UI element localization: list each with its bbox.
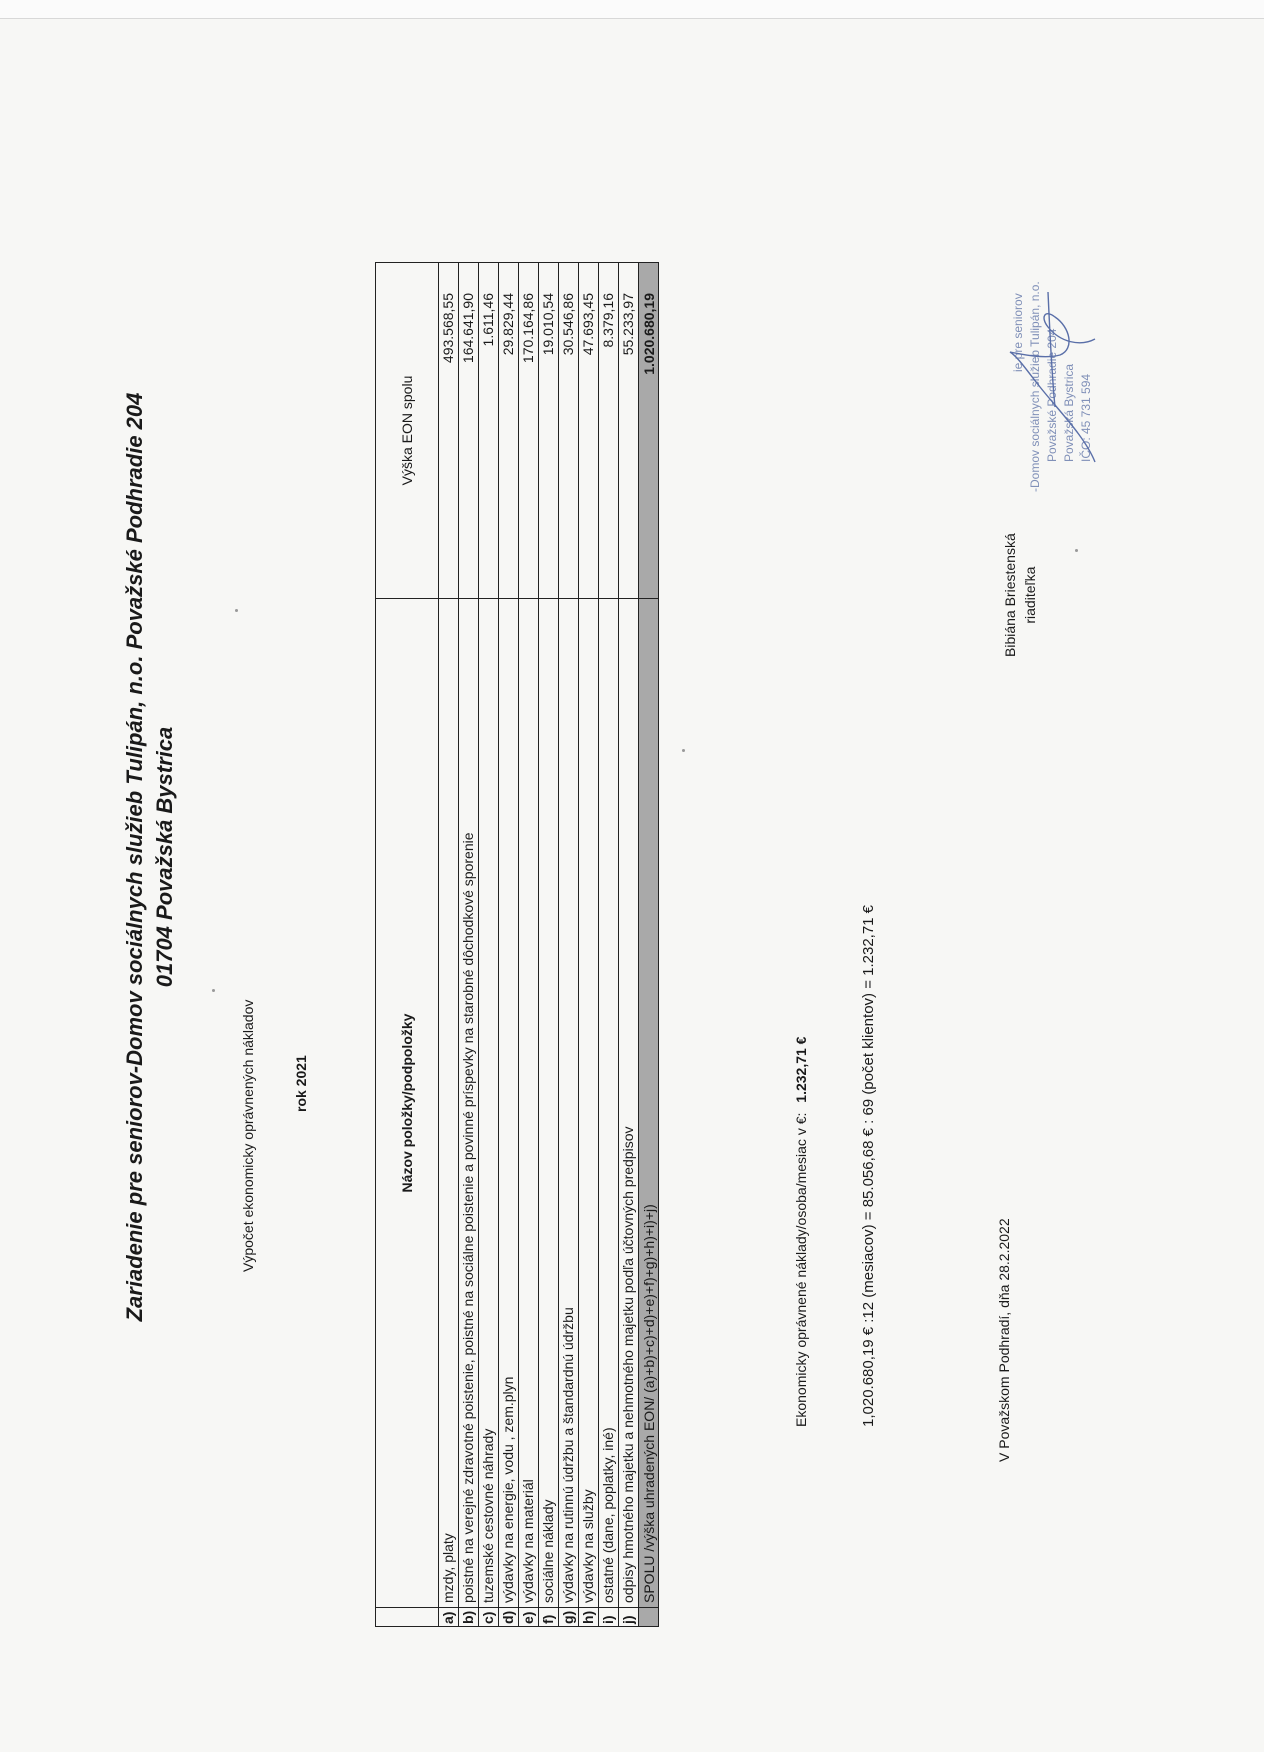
table-row — [559, 263, 579, 1627]
stamp-line: -Domov sociálnych služieb Tulipán, n.o. — [1028, 281, 1042, 492]
row-letter: b) — [459, 1608, 479, 1627]
row-value: 170.164,86 — [519, 263, 539, 599]
table-row — [579, 263, 599, 1627]
table-row — [499, 263, 519, 1627]
row-name: výdavky na služby — [579, 599, 599, 1608]
org-name-line: Zariadenie pre seniorov-Domov sociálnych služieb Tulipán, n.o. Považské Podhradie 204 — [122, 392, 147, 1322]
table-row — [439, 263, 459, 1627]
year-label: rok 2021 — [293, 1055, 309, 1112]
org-address-line: 01704 Považská Bystrica — [152, 726, 177, 988]
row-value: 8.379,16 — [599, 263, 619, 599]
stamp-line: Považské Podhradie 204 — [1045, 328, 1059, 462]
table-row — [539, 263, 559, 1627]
table-row — [479, 263, 499, 1627]
scan-speck — [235, 609, 238, 612]
table-total-row — [639, 263, 659, 1627]
row-name: výdavky na energie, vodu , zem.plyn — [499, 599, 519, 1608]
row-name: mzdy, platy — [439, 599, 459, 1608]
row-letter: c) — [479, 1608, 499, 1627]
row-letter: e) — [519, 1608, 539, 1627]
row-value: 19.010,54 — [539, 263, 559, 599]
row-name: poistné na verejné zdravotné poistenie, poistné na sociálne poistenie a povinné príspevky na starobné dôchodkové sporenie — [459, 599, 479, 1608]
place-and-date: V Považskom Podhradí, dňa 28.2.2022 — [996, 1218, 1012, 1462]
row-value: 47.693,45 — [579, 263, 599, 599]
header-letter-cell — [376, 1608, 439, 1627]
row-letter: i) — [599, 1608, 619, 1627]
row-value: 1.611,46 — [479, 263, 499, 599]
stamp-line: ie pre seniorov — [1011, 293, 1025, 372]
total-name: SPOLU /výška uhradených EON/ (a)+b)+c)+d)+e)+f)+g)+h)+i)+j) — [639, 599, 659, 1608]
row-name: tuzemské cestovné náhrady — [479, 599, 499, 1608]
row-value: 55.233,97 — [619, 263, 639, 599]
scan-speck — [1075, 549, 1078, 552]
row-name: odpisy hmotného majetku a nehmotného majetku podľa účtovných predpisov — [619, 599, 639, 1608]
stamp-line: Považská Bystrica — [1062, 363, 1076, 462]
table-row — [599, 263, 619, 1627]
header-value-cell: Výška EON spolu — [376, 263, 439, 599]
table-row — [459, 263, 479, 1627]
document-title — [120, 357, 180, 1357]
row-value: 493.568,55 — [439, 263, 459, 599]
handwritten-signature — [1000, 247, 1110, 467]
row-name: výdavky na rutinnú údržbu a štandardnú údržbu — [559, 599, 579, 1608]
row-name: ostatné (dane, poplatky, iné) — [599, 599, 619, 1608]
summary-value: 1.232,71 € — [793, 1036, 809, 1103]
row-letter: f) — [539, 1608, 559, 1627]
row-value: 164.641,90 — [459, 263, 479, 599]
table-row — [619, 263, 639, 1627]
summary-line — [793, 1037, 809, 1427]
row-letter: j) — [619, 1608, 639, 1627]
row-letter: a) — [439, 1608, 459, 1627]
total-value: 1.020.680,19 — [639, 263, 659, 599]
row-value: 30.546,86 — [559, 263, 579, 599]
row-letter: g) — [559, 1608, 579, 1627]
row-name: výdavky na materiál — [519, 599, 539, 1608]
calculation-line: 1,020.680,19 € :12 (mesiacov) = 85.056,68 € : 69 (počet klientov) = 1.232,71 € — [860, 904, 877, 1427]
scan-speck — [682, 749, 685, 752]
calculation-heading: Výpočet ekonomicky oprávnených nákladov — [240, 999, 256, 1272]
eon-table — [375, 262, 659, 1627]
signatory-title: riaditeľka — [1022, 566, 1038, 624]
table-header-row — [376, 263, 439, 1627]
header-name-cell: Názov položky/podpoložky — [376, 599, 439, 1608]
scan-speck — [212, 989, 215, 992]
summary-label: Ekonomicky oprávnené náklady/osoba/mesiac v €: — [793, 1112, 809, 1427]
row-letter: h) — [579, 1608, 599, 1627]
table-row — [519, 263, 539, 1627]
stamp-line: IČO: 45 731 594 — [1079, 373, 1093, 462]
row-letter: d) — [499, 1608, 519, 1627]
total-letter — [639, 1608, 659, 1627]
signatory-name: Bibiána Briestenská — [1002, 533, 1018, 657]
row-name: sociálne náklady — [539, 599, 559, 1608]
row-value: 29.829,44 — [499, 263, 519, 599]
signatory-block — [1000, 533, 1040, 657]
